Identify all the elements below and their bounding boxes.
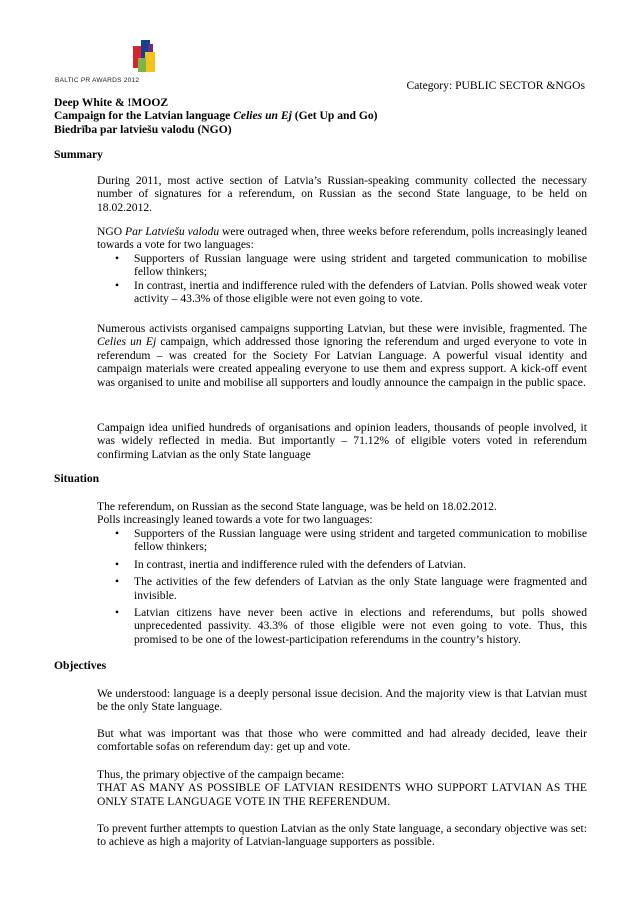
objectives-heading: Objectives bbox=[54, 659, 107, 672]
objectives-line-1: Thus, the primary objective of the campaign became: bbox=[97, 768, 345, 781]
situation-bullet-list bbox=[115, 527, 587, 646]
logo-mark-icon bbox=[55, 34, 165, 74]
objectives-primary-objective: THAT AS MANY AS POSSIBLE OF LATVIAN RESIDENTS WHO SUPPORT LATVIAN AS THE ONLY STATE LANGUAGE VOTE IN THE REFERENDUM. bbox=[97, 781, 587, 808]
summary-heading: Summary bbox=[54, 148, 103, 161]
situation-line-1: The referendum, on Russian as the second State language, was be held on 18.02.2012. bbox=[97, 500, 497, 513]
document-header bbox=[54, 96, 378, 136]
summary-paragraph-4: Campaign idea unified hundreds of organisations and opinion leaders, thousands of people involved, it was widely reflected in media. But importantly – 71.12% of eligible voters voted in referendum confirming Latvian as the only State language bbox=[97, 421, 587, 461]
objectives-paragraph-4: To prevent further attempts to question Latvian as the only State language, a secondary objective was set: to achieve as high a majority of Latvian-language supporters as possible. bbox=[97, 822, 587, 849]
situation-intro bbox=[97, 500, 587, 527]
summary-bullet-list bbox=[115, 252, 587, 306]
list-item: • Supporters of the Russian language were using strident and targeted communication to mobilise fellow thinkers; bbox=[115, 527, 587, 554]
summary-paragraph-1: During 2011, most active section of Latvia’s Russian-speaking community collected the necessary number of signatures for a referendum, on Russian as the second State language, to be held on 18.02.2012. bbox=[97, 174, 587, 214]
baltic-pr-awards-logo bbox=[55, 34, 165, 82]
campaign-title: Campaign for the Latvian language Celies un Ej (Get Up and Go) bbox=[54, 109, 378, 123]
agency-name: Deep White & !MOOZ bbox=[54, 96, 169, 109]
list-item: • In contrast, inertia and indifference ruled with the defenders of Latvian. Polls showed weak voter activity – 43.3% of those eligible were not even going to vote. bbox=[115, 279, 587, 306]
objectives-paragraph-1: We understood: language is a deeply personal issue decision. And the majority view is that Latvian must be the only State language. bbox=[97, 687, 587, 714]
list-item: • In contrast, inertia and indifference ruled with the defenders of Latvian. bbox=[115, 558, 587, 571]
summary-paragraph-3: Numerous activists organised campaigns supporting Latvian, but these were invisible, fragmented. The Celies un Ej campaign, which addressed those ignoring the referendum and urged everyone to vote in referendum – was created for the Society For Latvian Language. A powerful visual identity and campaign materials were created appealing everyone to use them and express support. A kick-off event was organised to unite and mobilise all supporters and loudly announce the campaign in the public space. bbox=[97, 322, 587, 389]
client-name: Biedrība par latviešu valodu (NGO) bbox=[54, 122, 232, 136]
summary-paragraph-2: NGO Par Latviešu valodu were outraged when, three weeks before referendum, polls increasingly leaned towards a vote for two languages: bbox=[97, 225, 587, 252]
list-item: • Latvian citizens have never been active in elections and referendums, but polls showed unprecedented passivity. 43.3% of those eligible were not even going to vote. Thus, this promised to be one of the lowest-participation referendums in the country’s history. bbox=[115, 606, 587, 646]
category-label: Category: PUBLIC SECTOR &NGOs bbox=[406, 79, 585, 92]
objectives-paragraph-3 bbox=[97, 768, 587, 808]
objectives-paragraph-2: But what was important was that those who were committed and had already decided, leave their comfortable sofas on referendum day: get up and vote. bbox=[97, 727, 587, 754]
list-item: • The activities of the few defenders of Latvian as the only State language were fragmented and invisible. bbox=[115, 575, 587, 602]
list-item: • Supporters of Russian language were using strident and targeted communication to mobilise fellow thinkers; bbox=[115, 252, 587, 279]
situation-heading: Situation bbox=[54, 472, 100, 485]
situation-line-2: Polls increasingly leaned towards a vote for two languages: bbox=[97, 513, 373, 527]
logo-text: BALTIC PR AWARDS 2012 bbox=[55, 77, 140, 84]
